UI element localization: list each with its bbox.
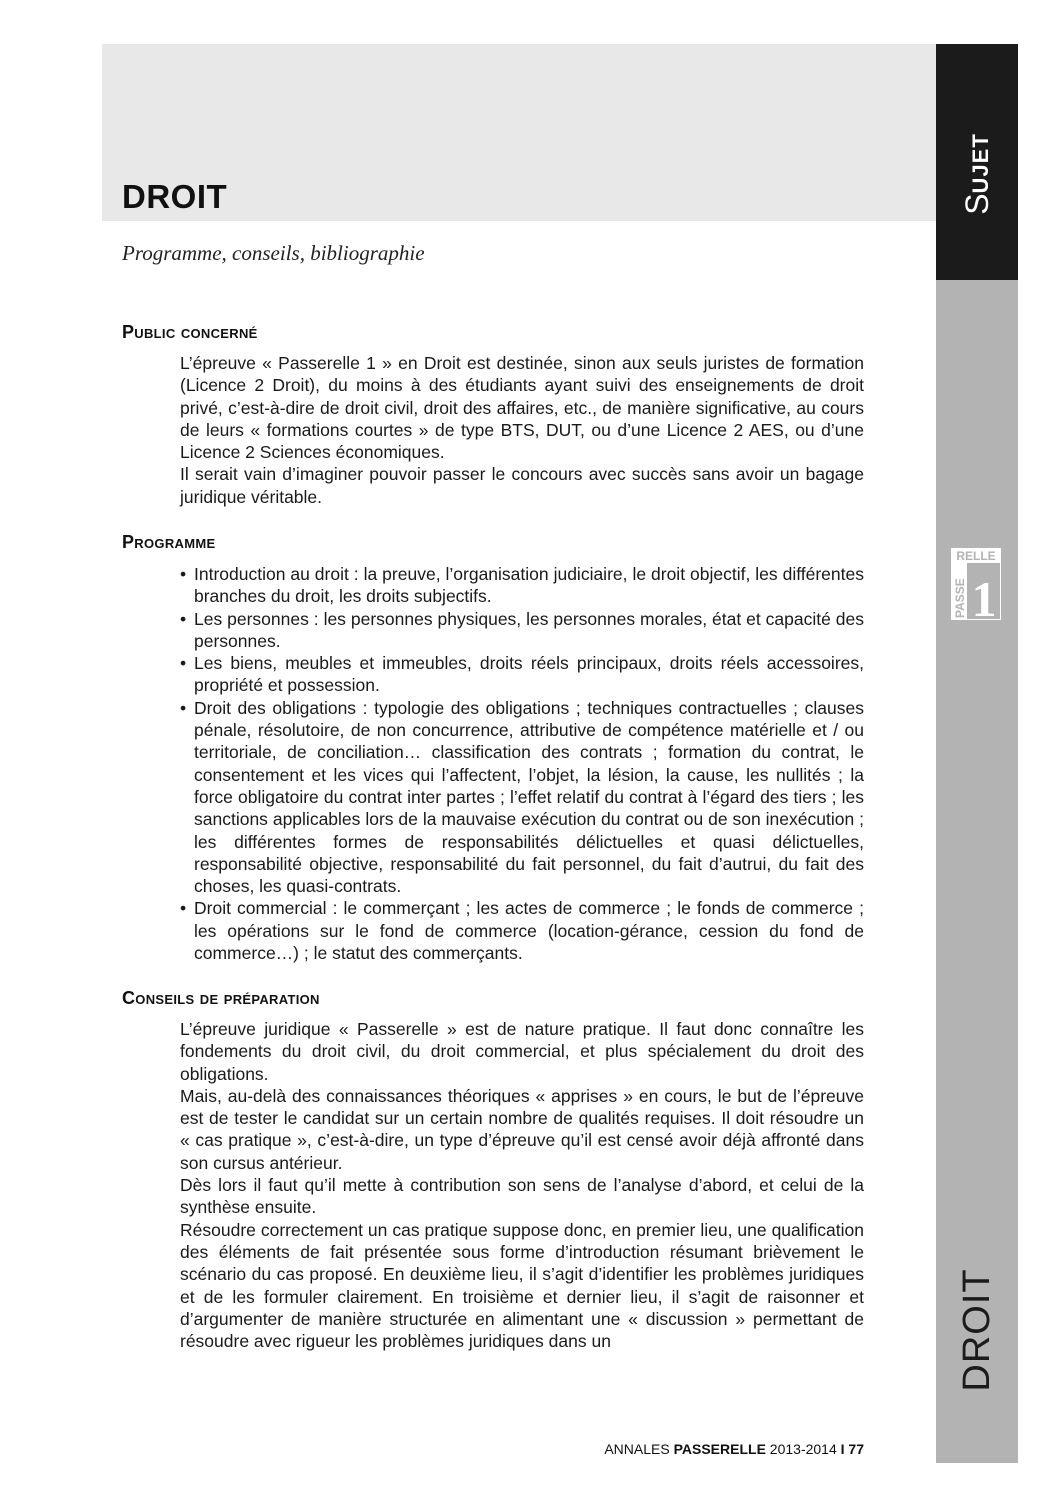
page-title: DROIT (122, 178, 228, 215)
bullet-mark: • (180, 653, 187, 674)
programme-list (180, 563, 864, 964)
page-number: 77 (848, 1441, 864, 1457)
section-heading-public: Public concerné (122, 322, 258, 342)
footer-years: 2013-2014 (769, 1441, 837, 1457)
conseils-paragraph-2: Mais, au-delà des connaissances théoriques « apprises » en cours, le but de l’épreuve est de tester le candidat sur un certain nombre de qualités requises. Il doit résoudre un « cas pratique », c’est-à-dire, un type d’épreuve qu’il est censé avoir déjà affronté dans son cursus antérieur. (180, 1085, 864, 1173)
list-item (180, 897, 864, 964)
list-item (180, 652, 864, 697)
conseils-paragraph-4: Résoudre correctement un cas pratique suppose donc, en premier lieu, une qualification des éléments de fait présentée sous forme d’introduction résumant brièvement le scénario du cas proposé. En deuxième lieu, il s’agit d’identifier les problèmes juridiques et de les formuler clairement. En troisième et dernier lieu, il s’agit de raisonner et d’argumenter de manière structurée en alimentant une « discussion » permettant de résoudre avec rigueur les problèmes juridiques dans un (180, 1219, 864, 1352)
list-item (180, 608, 864, 653)
logo-text-side: PASSE (953, 578, 967, 618)
list-item (180, 563, 864, 608)
list-item-text: Droit commercial : le commerçant ; les actes de commerce ; le fonds de commerce ; les opérations sur le fond de commerce (location-gérance, cession du fond de commerce…) ; le statut des commerçants. (194, 898, 864, 964)
page-subtitle: Programme, conseils, bibliographie (122, 241, 425, 265)
public-paragraph-2: Il serait vain d’imaginer pouvoir passer le concours avec succès sans avoir un bagage juridique véritable. (180, 464, 864, 507)
side-tab-subject (936, 280, 1018, 1463)
list-item-text: Les biens, meubles et immeubles, droits réels principaux, droits réels accessoires, propriété et possession. (194, 653, 864, 696)
bullet-mark: • (180, 608, 187, 629)
public-paragraph-1: L’épreuve « Passerelle 1 » en Droit est destinée, sinon aux seuls juristes de formation (Licence 2 Droit), du moins à des étudiants ayant suivi des enseignements de droit privé, c’est-à-dire de droit civil, droit des affaires, etc., de manière significative, au cours de leurs « formations courtes » de type BTS, DUT, ou d’une Licence 2 AES, ou d’une Licence 2 Sciences économiques. (180, 353, 864, 463)
side-tab-sujet-label (961, 133, 993, 215)
side-tab-sujet-cap: S (959, 193, 995, 215)
section-heading-programme: Programme (122, 532, 216, 552)
bullet-mark: • (180, 898, 187, 919)
list-item-text: Les personnes : les personnes physiques, les personnes morales, état et capacité des personnes. (194, 608, 864, 651)
section-public (180, 352, 864, 508)
conseils-paragraph-1: L’épreuve juridique « Passerelle » est de nature pratique. Il faut donc connaître les fondements du droit civil, du droit commercial, et plus spécialement du droit des obligations. (180, 1019, 864, 1084)
side-tab-sujet-rest: UJET (968, 133, 993, 194)
side-tab-subject-label: DROIT (956, 1268, 998, 1392)
bullet-mark: • (180, 564, 187, 584)
footer-separator: I (840, 1441, 845, 1457)
footer-prefix: ANNALES (604, 1441, 670, 1457)
footer-brand: PASSERELLE (673, 1441, 766, 1457)
logo-text-top: RELLE (956, 549, 996, 563)
section-programme (180, 563, 864, 964)
list-item-text: Droit des obligations : typologie des obligations ; techniques contractuelles ; clauses pénale, résolutoire, de non concurrence, attributive de compétence matérielle et / ou territoriale, de conciliation… classification des contrats ; formation du contrat, le consentement et les vices qui l’affectent, l’objet, la lésion, la cause, les nullités ; la force obligatoire du contrat inter partes ; l’effet relatif du contrat à l’égard des tiers ; les sanctions applicables lors de la mauvaise exécution du contrat ou de son inexécution ; les différentes formes de responsabilités délictuelles et quasi délictuelles, responsabilité objective, responsabilité du fait personnel, du fait d’autrui, du fait des choses, les quasi-contrats. (194, 697, 864, 897)
list-item-text: Introduction au droit : la preuve, l’organisation judiciaire, le droit objectif, les différentes branches du droit, les droits subjectifs. (194, 564, 864, 607)
section-conseils (180, 1018, 864, 1352)
passerelle-1-logo (951, 548, 1001, 620)
conseils-paragraph-3: Dès lors il faut qu’il mette à contribution son sens de l’analyse d’abord, et celui de la synthèse ensuite. (180, 1175, 864, 1218)
bullet-mark: • (180, 697, 187, 718)
section-heading-conseils: Conseils de préparation (122, 988, 320, 1008)
side-tab-sujet (936, 44, 1018, 280)
list-item (180, 697, 864, 898)
logo-number: 1 (971, 571, 997, 620)
page-footer (604, 1441, 864, 1457)
